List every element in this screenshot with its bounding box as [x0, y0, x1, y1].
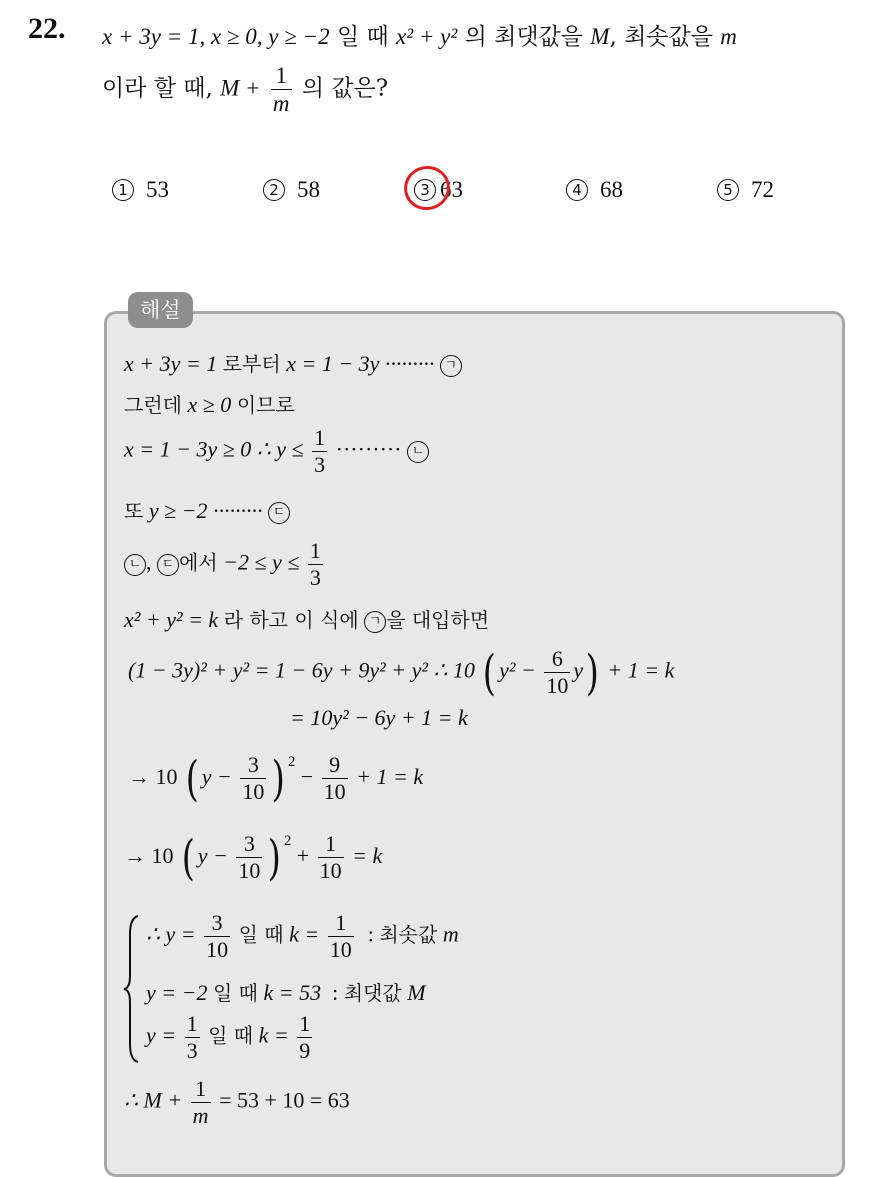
mark-digeut: ㄷ [268, 502, 290, 524]
choice-2[interactable]: 2 58 [263, 177, 320, 203]
question-line-2 [102, 64, 388, 115]
question-number: 22. [28, 12, 66, 45]
condition-math: x + 3y = 1, x ≥ 0, y ≥ −2 [102, 24, 330, 49]
line2-ask: 의 값은? [301, 75, 389, 102]
choice-circle-3: 3 [414, 179, 436, 201]
mark-nieun: ㄴ [407, 441, 429, 463]
solution-line-8: = 10y² − 6y + 1 = k [290, 705, 468, 730]
solution-line-7: (1 − 3y)² + y² = 1 − 6y + 9y² + y² ∴ 10 ( y² − $\frac{6}{10}$ y) + 1 = k [128, 644, 675, 701]
min-text: , 최솟값을 [609, 24, 713, 50]
line2-text: 이라 할 때, [102, 75, 213, 102]
question-line-1 [102, 18, 737, 51]
line2-math: M + [220, 75, 261, 101]
solution-line-6: x² + y² = k 라 하고 이 식에 ㄱ 을 대입하면 [124, 607, 490, 632]
choice-circle-1: 1 [112, 179, 134, 201]
solution-line-5: ㄴ , ㄷ 에서 −2 ≤ y ≤ $\frac{1}{3}$ [124, 540, 326, 589]
condition-text: 일 때 [336, 24, 389, 50]
choice-circle-2: 2 [263, 179, 285, 201]
case-line-3: y = $\frac{1}{3}$ 일 때 k = $\frac{1}{9}$ [146, 1011, 311, 1063]
max-text: 의 최댓값을 [464, 24, 583, 50]
solution-line-4: 또 y ≥ −2 ········· ㄷ [124, 495, 290, 524]
max-symbol: M [590, 24, 610, 49]
final-answer-line: ∴ M + $\frac{1}{m}$ = 53 + 10 = 63 [124, 1076, 350, 1128]
case-line-1: ∴ y = $\frac{3}{10}$ 일 때 k = $\frac{1}{10}$ : 최솟값 m [146, 910, 459, 962]
solution-line-3: x = 1 − 3y ≥ 0 ∴ y ≤ $\frac{1}{3}$ ········· ㄴ [124, 427, 429, 476]
choice-circle-4: 4 [566, 179, 588, 201]
line2-fraction: $\frac{1}{m}$ [272, 63, 290, 116]
min-symbol: m [720, 24, 737, 49]
expression-math: x² + y² [396, 24, 458, 49]
solution-line-9: → 10 ( y − $\frac{3}{10}$ ) $^2$ − $\frac{9}{10}$ + 1 = k [128, 750, 424, 807]
choice-5[interactable]: 5 72 [717, 177, 774, 203]
solution-line-10: → 10 ( y − $\frac{3}{10}$ ) $^2$ + $\frac{1}{10}$ = k [124, 829, 383, 886]
solution-tab: 해설 [128, 292, 193, 328]
choice-1[interactable]: 1 53 [112, 177, 169, 203]
case-line-2: y = −2 일 때 k = 53 : 최댓값 M [146, 980, 426, 1005]
mark-giyeok: ㄱ [440, 355, 462, 377]
solution-line-2: 그런데 x ≥ 0 이므로 [124, 392, 295, 417]
choice-3[interactable]: 3 63 [414, 177, 463, 203]
solution-line-1: x + 3y = 1 로부터 x = 1 − 3y ········· ㄱ [124, 348, 462, 377]
choice-4[interactable]: 4 68 [566, 177, 623, 203]
choice-circle-5: 5 [717, 179, 739, 201]
cases-brace [122, 914, 140, 1064]
